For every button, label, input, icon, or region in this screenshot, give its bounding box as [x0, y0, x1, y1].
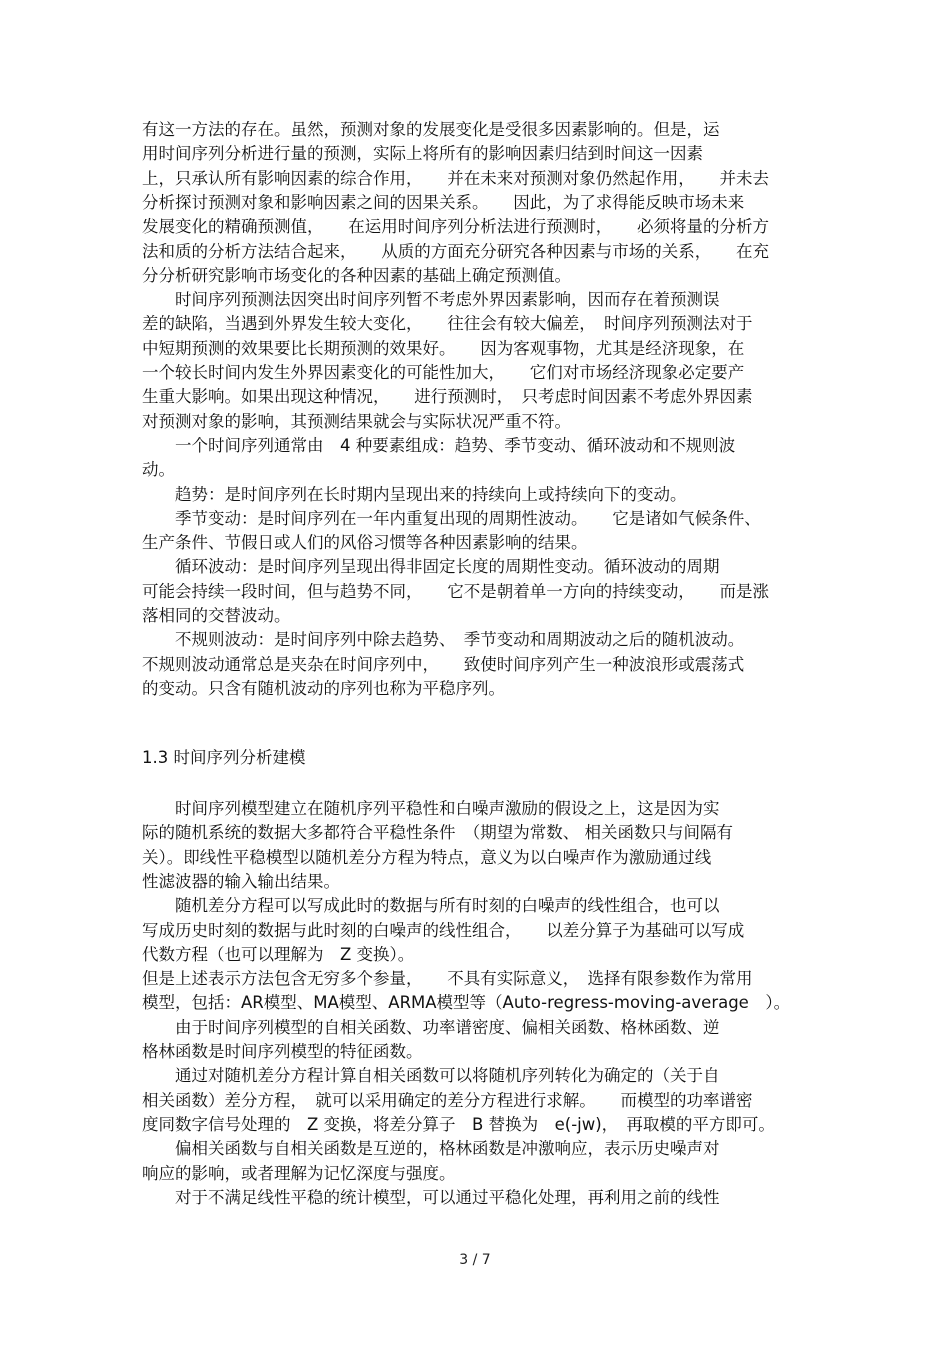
text-line: 相关函数）差分方程， 就可以采用确定的差分方程进行求解。 而模型的功率谱密 [142, 1090, 753, 1110]
text-line: 时间序列预测法因突出时间序列暂不考虑外界因素影响，因而存在着预测误 [142, 290, 720, 310]
text-line: 用时间序列分析进行量的预测，实际上将所有的影响因素归结到时间这一因素 [142, 144, 703, 164]
text-line: 分分析研究影响市场变化的各种因素的基础上确定预测值。 [142, 265, 571, 285]
text-line: 动。 [142, 460, 175, 480]
text-line: 模型，包括：AR模型、MA模型、ARMA模型等（Auto-regress-moving-average ）。 [142, 993, 791, 1013]
text-line: 分析探讨预测对象和影响因素之间的因果关系。 因此，为了求得能反映市场未来 [142, 192, 745, 212]
text-line: 差的缺陷，当遇到外界发生较大变化， 往往会有较大偏差， 时间序列预测法对于 [142, 314, 753, 334]
text-line: 不规则波动：是时间序列中除去趋势、 季节变动和周期波动之后的随机波动。 [142, 630, 745, 650]
text-line: 法和质的分析方法结合起来， 从质的方面充分研究各种因素与市场的关系， 在充 [142, 241, 769, 261]
text-line: 由于时间序列模型的自相关函数、功率谱密度、偏相关函数、格林函数、逆 [142, 1017, 720, 1037]
page-number: 3 / 7 [459, 1252, 491, 1268]
text-line: 发展变化的精确预测值， 在运用时间序列分析法进行预测时， 必须将量的分析方 [142, 217, 769, 237]
text-line: 偏相关函数与自相关函数是互逆的，格林函数是冲激响应，表示历史噪声对 [142, 1139, 720, 1159]
text-line: 落相同的交替波动。 [142, 606, 291, 625]
text-line: 可能会持续一段时间，但与趋势不同， 它不是朝着单一方向的持续变动， 而是涨 [142, 581, 769, 601]
text-line: 对于不满足线性平稳的统计模型，可以通过平稳化处理，再利用之前的线性 [142, 1187, 720, 1207]
text-line: 生重大影响。如果出现这种情况， 进行预测时， 只考虑时间因素不考虑外界因素 [142, 387, 753, 407]
text-line: 际的随机系统的数据大多都符合平稳性条件 （期望为常数、 相关函数只与间隔有 [142, 823, 733, 843]
text-line: 一个较长时间内发生外界因素变化的可能性加大， 它们对市场经济现象必定要产 [142, 363, 745, 382]
text-line: 一个时间序列通常由 4 种要素组成：趋势、季节变动、循环波动和不规则波 [142, 435, 736, 455]
text-line: 随机差分方程可以写成此时的数据与所有时刻的白噪声的线性组合，也可以 [142, 896, 720, 916]
text-line: 有这一方法的存在。虽然，预测对象的发展变化是受很多因素影响的。但是，运 [142, 120, 720, 139]
text-line: 性滤波器的输入输出结果。 [142, 871, 340, 891]
text-line: 生产条件、节假日或人们的风俗习惯等各种因素影响的结果。 [142, 533, 588, 553]
text-line: 对预测对象的影响，其预测结果就会与实际状况严重不符。 [142, 411, 571, 431]
text-line: 格林函数是时间序列模型的特征函数。 [142, 1042, 423, 1061]
text-line: 写成历史时刻的数据与此时刻的白噪声的线性组合， 以差分算子为基础可以写成 [142, 920, 745, 940]
text-line: 循环波动：是时间序列呈现出得非固定长度的周期性变动。循环波动的周期 [142, 557, 720, 577]
text-line: 但是上述表示方法包含无穷多个参量， 不具有实际意义， 选择有限参数作为常用 [142, 969, 753, 989]
text-line: 季节变动：是时间序列在一年内重复出现的周期性波动。 它是诸如气候条件、 [142, 508, 761, 528]
text-line: 通过对随机差分方程计算自相关函数可以将随机序列转化为确定的（关于自 [142, 1066, 720, 1086]
text-line: 时间序列模型建立在随机序列平稳性和白噪声激励的假设之上，这是因为实 [142, 799, 720, 818]
text-line: 响应的影响，或者理解为记忆深度与强度。 [142, 1163, 456, 1183]
text-line: 中短期预测的效果要比长期预测的效果好。 因为客观事物，尤其是经济现象，在 [142, 338, 745, 358]
text-line: 代数方程（也可以理解为 Z 变换）。 [142, 944, 415, 964]
text-line: 度同数字信号处理的 Z 变换，将差分算子 B 替换为 e(-jw)， 再取模的平方即可。 [142, 1114, 775, 1134]
text-line: 上，只承认所有影响因素的综合作用， 并在未来对预测对象仍然起作用， 并未去 [142, 168, 769, 188]
text-line: 关）。即线性平稳模型以随机差分方程为特点，意义为以白噪声作为激励通过线 [142, 847, 712, 867]
text-line: 不规则波动通常总是夹杂在时间序列中， 致使时间序列产生一种波浪形或震荡式 [142, 654, 745, 674]
text-line: 趋势：是时间序列在长时期内呈现出来的持续向上或持续向下的变动。 [142, 484, 687, 504]
text-line: 的变动。只含有随机波动的序列也称为平稳序列。 [142, 678, 505, 698]
section-heading: 1.3 时间序列分析建模 [142, 748, 306, 767]
